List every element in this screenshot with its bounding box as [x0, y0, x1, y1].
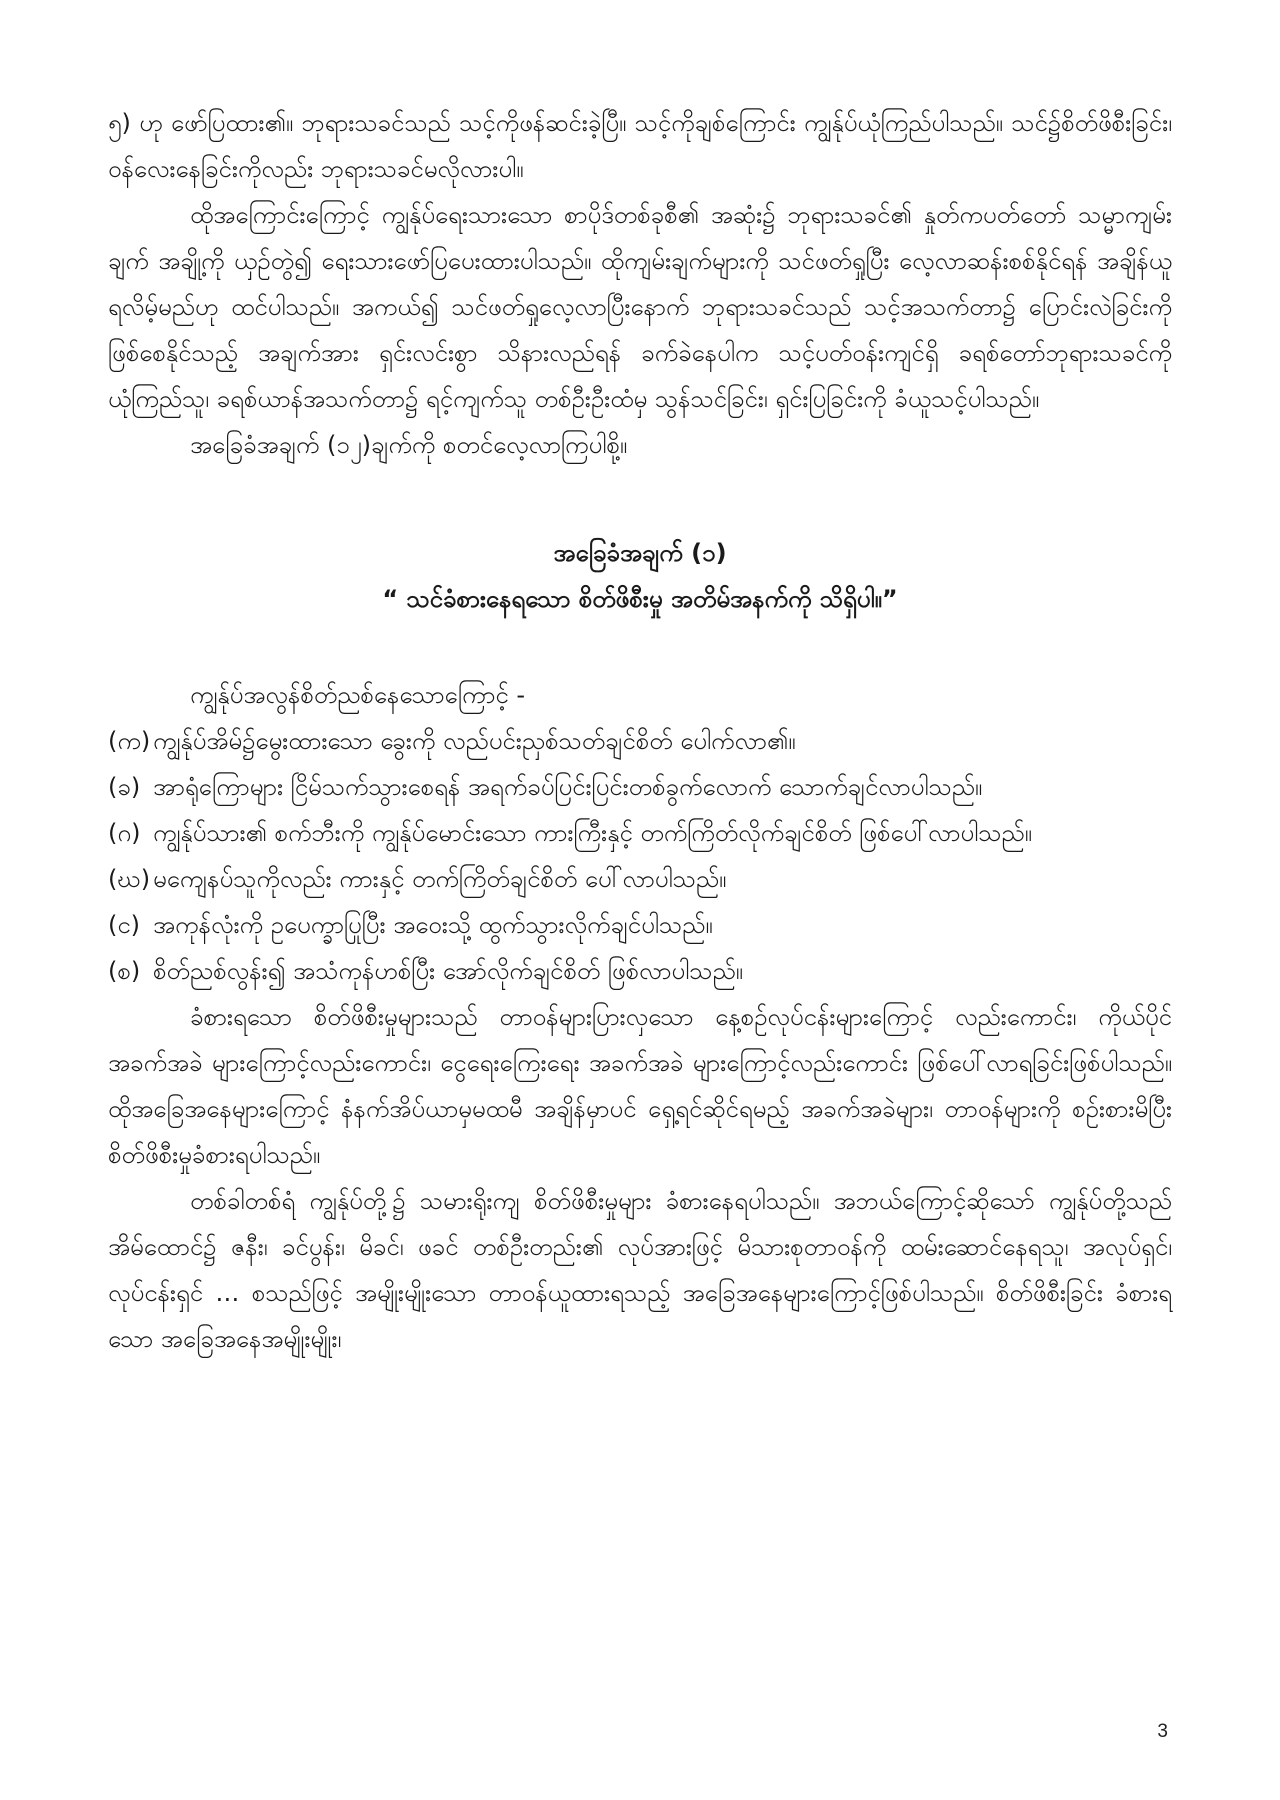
list-intro: ကျွန်ုပ်အလွန်စိတ်ညစ်နေသောကြောင့် - — [190, 681, 525, 709]
list-item — [108, 810, 1172, 856]
list-item — [108, 948, 1172, 994]
list-item-text: ကျွန်ုပ်သား၏ စက်ဘီးကို ကျွန်ုပ်မောင်းသော ကားကြီးနှင့် တက်ကြိတ်လိုက်ချင်စိတ် ဖြစ်ပေါ်လာပါသည်။ — [153, 819, 1032, 847]
paragraph-scripture-note: ထိုအကြောင်းကြောင့် ကျွန်ုပ်ရေးသားသော စာပိုဒ်တစ်ခုစီ၏ အဆုံး၌ ဘုရားသခင်၏ နှုတ်ကပတ်တော် သမ္မာကျမ်းချက် အချို့ကို ယှဉ်တွဲ၍ ရေးသားဖော်ပြပေးထားပါသည်။ ထိုကျမ်းချက်များကို သင်ဖတ်ရှုပြီး လေ့လာဆန်းစစ်နိုင်ရန် အချိန်ယူရလိမ့်မည်ဟု ထင်ပါသည်။ အကယ်၍ သင်ဖတ်ရှုလေ့လာပြီးနောက် ဘုရားသခင်သည် သင့်အသက်တာ၌ ပြောင်းလဲခြင်းကို ဖြစ်စေနိုင်သည့် အချက်အား ရှင်းလင်းစွာ သိနားလည်ရန် ခက်ခဲနေပါက သင့်ပတ်ဝန်းကျင်ရှိ ခရစ်တော်ဘုရားသခင်ကို ယုံကြည်သူ၊ ခရစ်ယာန်အသက်တာ၌ ရင့်ကျက်သူ တစ်ဦးဦးထံမှ သွန်သင်ခြင်း၊ ရှင်းပြခြင်းကို ခံယူသင့်ပါသည်။ — [108, 201, 1172, 413]
list-marker: (ခ) — [108, 773, 141, 801]
list-item-text: အကုန်လုံးကို ဥပေက္ခာပြုပြီး အဝေးသို့ ထွက်သွားလိုက်ချင်ပါသည်။ — [153, 911, 713, 939]
list-marker: (ဂ) — [108, 819, 141, 847]
list-item-text: စိတ်ညစ်လွန်း၍ အသံကုန်ဟစ်ပြီး အော်လိုက်ချင်စိတ် ဖြစ်လာပါသည်။ — [153, 957, 743, 985]
list-item — [108, 856, 1172, 902]
list-marker: (က) — [108, 727, 151, 755]
list-marker: (စ) — [108, 957, 141, 985]
list-item — [108, 718, 1172, 764]
section-heading: အခြေခံအချက် (၁) — [553, 539, 727, 567]
section-subheading: “ သင်ခံစားနေရသော စိတ်ဖိစီးမှု အတိမ်အနက်ကို သိရှိပါ။” — [382, 585, 898, 613]
list-item — [108, 764, 1172, 810]
paragraph-continuation: ၅) ဟု ဖော်ပြထား၏။ ဘုရားသခင်သည် သင့်ကိုဖန်ဆင်းခဲ့ပြီ။ သင့်ကိုချစ်ကြောင်း ကျွန်ုပ်ယုံကြည်ပါသည်။ သင်၌စိတ်ဖိစီးခြင်း၊ ဝန်လေးနေခြင်းကိုလည်း ဘုရားသခင်မလိုလားပါ။ — [108, 109, 1172, 183]
list-item-text: အာရုံကြောများ ငြိမ်သက်သွားစေရန် အရက်ခပ်ပြင်းပြင်းတစ်ခွက်လောက် သောက်ချင်လာပါသည်။ — [153, 773, 983, 801]
list-marker: (င) — [108, 911, 141, 939]
list-marker: (ဃ) — [108, 865, 151, 893]
list-item-text: မကျေနပ်သူကိုလည်း ကားနှင့် တက်ကြိတ်ချင်စိတ် ပေါ်လာပါသည်။ — [153, 865, 727, 893]
paragraph-causes: ခံစားရသော စိတ်ဖိစီးမှုများသည် တာဝန်များပြားလှသော နေ့စဉ်လုပ်ငန်းများကြောင့် လည်းကောင်း၊ ကိုယ်ပိုင်အခက်အခဲ များကြောင့်လည်းကောင်း၊ ငွေရေးကြေးရေး အခက်အခဲ များကြောင့်လည်းကောင်း ဖြစ်ပေါ်လာရခြင်းဖြစ်ပါသည်။ ထိုအခြေအနေများကြောင့် နံနက်အိပ်ယာမှမထမီ အချိန်မှာပင် ရှေ့ရင်ဆိုင်ရမည့် အခက်အခဲများ၊ တာဝန်များကို စဉ်းစားမိပြီး စိတ်ဖိစီးမှုခံစားရပါသည်။ — [108, 1003, 1172, 1169]
list-item-text: ကျွန်ုပ်အိမ်၌မွေးထားသော ခွေးကို လည်ပင်းညှစ်သတ်ချင်စိတ် ပေါက်လာ၏။ — [153, 727, 796, 755]
list-item — [108, 902, 1172, 948]
stress-symptom-list — [108, 718, 1172, 994]
paragraph-routine-stress: တစ်ခါတစ်ရံ ကျွန်ုပ်တို့၌ သမားရိုးကျ စိတ်ဖိစီးမှုများ ခံစားနေရပါသည်။ အဘယ်ကြောင့်ဆိုသော် ကျွန်ုပ်တို့သည် အိမ်ထောင်၌ ဇနီး၊ ခင်ပွန်း၊ မိခင်၊ ဖခင် တစ်ဦးတည်း၏ လုပ်အားဖြင့် မိသားစုတာဝန်ကို ထမ်းဆောင်နေရသူ၊ အလုပ်ရှင်၊ လုပ်ငန်းရှင် … စသည်ဖြင့် အမျိုးမျိုးသော တာဝန်ယူထားရသည့် အခြေအနေများကြောင့်ဖြစ်ပါသည်။ စိတ်ဖိစီးခြင်း ခံစားရသော အခြေအနေအမျိုးမျိုး၊ — [108, 1187, 1172, 1353]
paragraph-lets-study: အခြေခံအချက် (၁၂)ချက်ကို စတင်လေ့လာကြပါစို့။ — [190, 431, 628, 459]
page-number: 3 — [1157, 1721, 1168, 1742]
